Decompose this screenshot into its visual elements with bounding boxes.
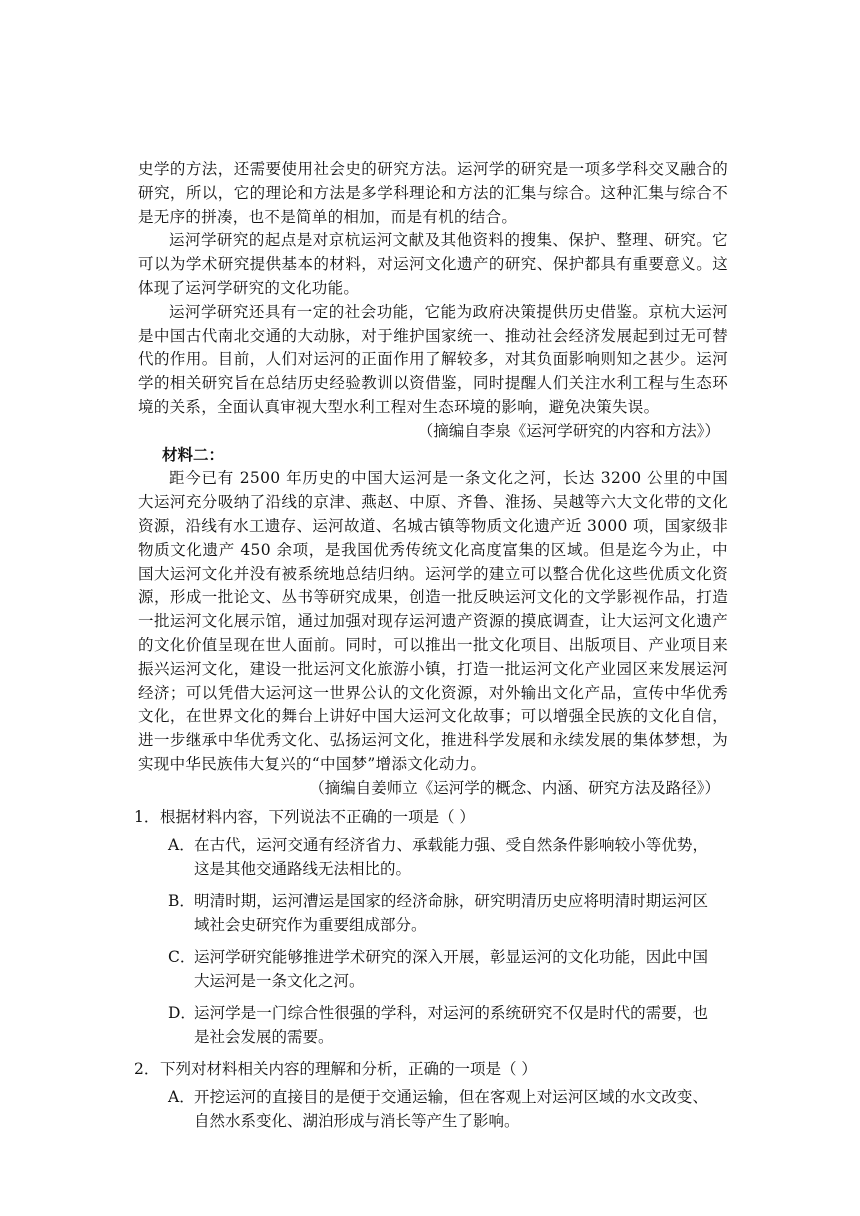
question-number: 1． [134, 807, 160, 826]
source-citation-1: （摘编自李泉《运河学研究的内容和方法》） [417, 421, 720, 440]
question-1 [134, 805, 728, 1049]
option-letter: C． [168, 947, 196, 966]
paragraph-continued: 史学的方法，还需要使用社会史的研究方法。运河学的研究是一项多学科交叉融合的研究，所以，它的理论和方法是多学科理论和方法的汇集与综合。这种汇集与综合不是无序的拼凑，也不是简单的相加，而是有机的结合。 [138, 160, 728, 226]
option-a [168, 833, 708, 881]
question-stem: 下列对材料相关内容的理解和分析，正确的一项是（ ） [160, 1059, 537, 1078]
option-letter: A． [168, 1087, 195, 1106]
option-c [168, 945, 708, 993]
document-page [134, 158, 728, 1141]
option-letter: D． [168, 1003, 196, 1022]
source-citation-2: （摘编自姜师立《运河学的概念、内涵、研究方法及路径》） [309, 778, 720, 797]
question-stem: 根据材料内容，下列说法不正确的一项是（ ） [160, 807, 475, 826]
option-letter: B． [168, 891, 195, 910]
option-list [168, 1085, 728, 1133]
option-a [168, 1085, 708, 1133]
option-text: 在古代，运河交通有经济省力、承载能力强、受自然条件影响较小等优势，这是其他交通路线无法相比的。 [194, 835, 708, 878]
paragraph-social-function: 运河学研究还具有一定的社会功能，它能为政府决策提供历史借鉴。京杭大运河是中国古代南北交通的大动脉，对于维护国家统一、推动社会经济发展起到过无可替代的作用。目前，人们对运河的正面作用了解较多，对其负面影响则知之甚少。运河学的相关研究旨在总结历史经验教训以资借鉴，同时提醒人们关注水利工程与生态环境的关系，全面认真审视大型水利工程对生态环境的影响，避免决策失误。 [138, 302, 728, 416]
option-text: 运河学研究能够推进学术研究的深入开展，彰显运河的文化功能，因此中国大运河是一条文化之河。 [194, 947, 708, 990]
option-d [168, 1001, 708, 1049]
option-b [168, 889, 708, 937]
question-2 [134, 1057, 728, 1133]
option-list [168, 833, 728, 1049]
option-text: 运河学是一门综合性很强的学科，对运河的系统研究不仅是时代的需要，也是社会发展的需要。 [194, 1003, 708, 1046]
option-letter: A． [168, 835, 195, 854]
material-two-paragraph: 距今已有 2500 年历史的中国大运河是一条文化之河，长达 3200 公里的中国大运河充分吸纳了沿线的京津、燕赵、中原、齐鲁、淮扬、吴越等六大文化带的文化资源，沿线有水工遗存、运河故道、名城古镇等物质文化遗产近 3000 项，国家级非物质文化遗产 450 余项，是我国优秀传统文化高度富集的区域。但是迄今为止，中国大运河文化并没有被系统地总结归纳。运河学的建立可以整合优化这些优质文化资源，形成一批论文、丛书等研究成果，创造一批反映运河文化的文学影视作品，打造一批运河文化展示馆，通过加强对现存运河遗产资源的摸底调查，让大运河文化遗产的文化价值呈现在世人面前。同时，可以推出一批文化项目、出版项目、产业项目来振兴运河文化，建设一批运河文化旅游小镇，打造一批运河文化产业园区来发展运河经济；可以凭借大运河这一世界公认的文化资源，对外输出文化产品，宣传中华优秀文化，在世界文化的舞台上讲好中国大运河文化故事；可以增强全民族的文化自信，进一步继承中华优秀文化、弘扬运河文化，推进科学发展和永续发展的集体梦想，为实现中华民族伟大复兴的“中国梦”增添文化动力。 [138, 469, 728, 773]
question-number: 2． [134, 1059, 160, 1078]
option-text: 开挖运河的直接目的是便于交通运输，但在客观上对运河区域的水文改变、自然水系变化、湖泊形成与消长等产生了影响。 [194, 1087, 708, 1130]
material-two-heading: 材料二： [162, 445, 225, 464]
paragraph-cultural-function: 运河学研究的起点是对京杭运河文献及其他资料的搜集、保护、整理、研究。它可以为学术研究提供基本的材料，对运河文化遗产的研究、保护都具有重要意义。这体现了运河学研究的文化功能。 [138, 231, 728, 297]
option-text: 明清时期，运河漕运是国家的经济命脉，研究明清历史应将明清时期运河区域社会史研究作为重要组成部分。 [194, 891, 708, 934]
